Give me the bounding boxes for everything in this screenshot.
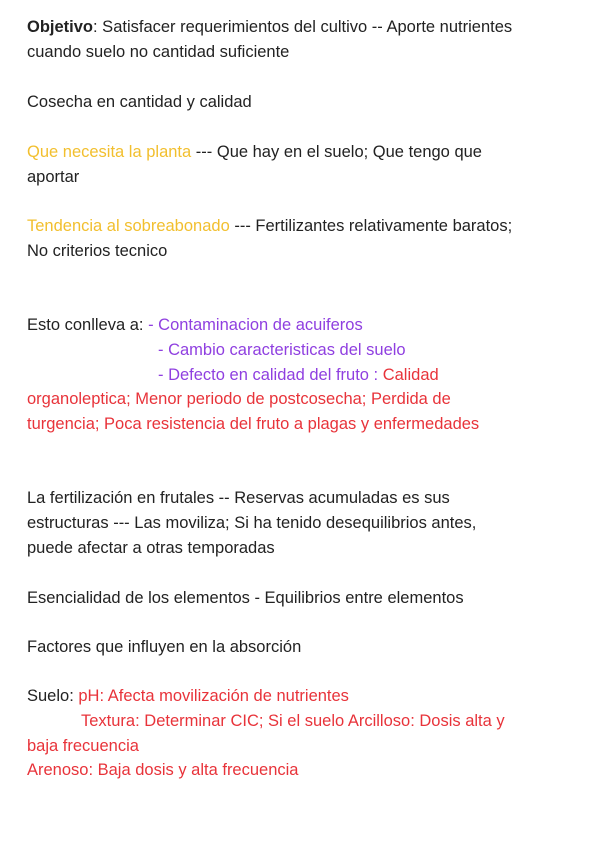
esencialidad-block — [27, 586, 577, 611]
factores-line: Factores que influyen en la absorción — [27, 638, 302, 656]
suelo-arenoso: Arenoso: Baja dosis y alta frecuencia — [27, 761, 299, 780]
cosecha-line: Cosecha en cantidad y calidad — [27, 93, 252, 111]
conlleva-prefix: Esto conlleva a: — [27, 316, 149, 334]
tendencia-label: Tendencia al sobreabonado — [27, 217, 230, 235]
suelo-line-1 — [27, 684, 577, 709]
cosecha-block — [27, 90, 577, 115]
conlleva-item-1: - Contaminacion de acuiferos — [148, 316, 363, 334]
necesita-label: Que necesita la planta — [27, 143, 192, 161]
factores-block — [27, 635, 577, 660]
fertilizacion-line-2: estructuras --- Las moviliza; Si ha tenido desequilibrios antes, — [27, 513, 477, 532]
conlleva-red-line-2: turgencia; Poca resistencia del fruto a plagas y enfermedades — [27, 415, 480, 434]
conlleva-red-line-1: organoleptica; Menor periodo de postcosecha; Perdida de — [27, 390, 451, 409]
objetivo-line-1 — [27, 15, 577, 40]
necesita-block — [27, 140, 577, 190]
conlleva-item-3-red: Calidad — [382, 365, 439, 384]
tendencia-text: --- Fertilizantes relativamente baratos; — [229, 217, 513, 235]
suelo-block — [27, 684, 577, 783]
conlleva-block — [27, 313, 577, 437]
fertilizacion-line-1: La fertilización en frutales -- Reservas acumuladas es sus — [27, 489, 450, 507]
conlleva-item-3: - Defecto en calidad del fruto : — [158, 365, 383, 384]
objetivo-block — [27, 15, 577, 65]
suelo-textura: Textura: Determinar CIC; Si el suelo Arcilloso: Dosis alta y — [81, 711, 505, 730]
conlleva-line-3 — [27, 363, 577, 388]
fertilizacion-block — [27, 486, 577, 560]
necesita-text: --- Que hay en el suelo; Que tengo que — [191, 143, 482, 161]
fertilizacion-line-3: puede afectar a otras temporadas — [27, 538, 275, 557]
conlleva-line-1 — [27, 313, 577, 338]
conlleva-item-2: - Cambio caracteristicas del suelo — [158, 340, 406, 359]
tendencia-line-1 — [27, 214, 577, 239]
tendencia-block — [27, 214, 577, 264]
suelo-textura-2: baja frecuencia — [27, 736, 139, 755]
objetivo-label: Objetivo — [27, 18, 94, 36]
objetivo-text: : Satisfacer requerimientos del cultivo -- Aporte nutrientes — [93, 18, 513, 36]
objetivo-line-2: cuando suelo no cantidad suficiente — [27, 42, 290, 61]
esencialidad-line: Esencialidad de los elementos - Equilibrios entre elementos — [27, 589, 464, 607]
suelo-ph: pH: Afecta movilización de nutrientes — [78, 687, 349, 705]
tendencia-line-2: No criterios tecnico — [27, 241, 168, 260]
necesita-line-2: aportar — [27, 167, 80, 186]
suelo-label: Suelo: — [27, 687, 79, 705]
necesita-line-1 — [27, 140, 577, 165]
